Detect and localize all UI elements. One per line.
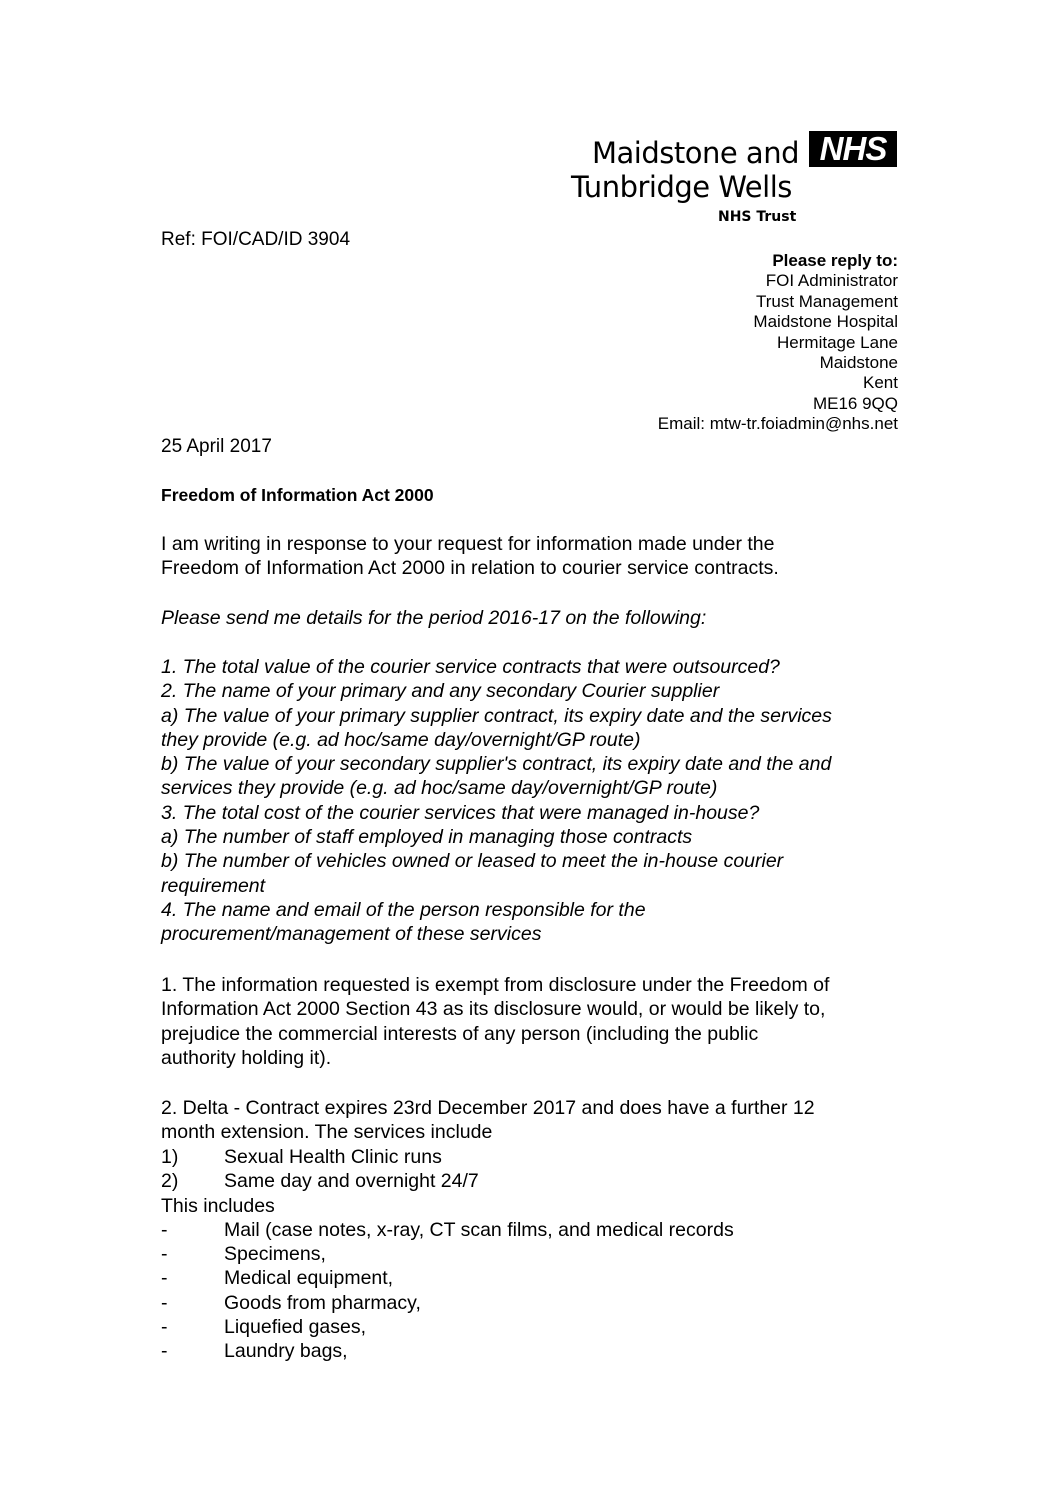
answer-2-paragraph (161, 1096, 921, 1145)
question-line: a) The number of staff employed in managing those contracts (161, 826, 693, 849)
list-marker: - (161, 1316, 168, 1339)
question-line: b) The number of vehicles owned or leased to meet the in-house courier (161, 850, 784, 873)
list-marker: - (161, 1291, 168, 1314)
question-line: b) The value of your secondary supplier's contract, its expiry date and the and (161, 753, 832, 776)
answer-1-paragraph (161, 973, 921, 1070)
paragraph-line: authority holding it). (161, 1046, 332, 1069)
logo-line-1: Maidstone and (592, 136, 799, 170)
intro-paragraph (161, 532, 921, 581)
list-item-text: Same day and overnight 24/7 (224, 1170, 479, 1193)
list-item (161, 1169, 921, 1193)
address-line: FOI Administrator (765, 271, 898, 291)
letter-title: Freedom of Information Act 2000 (161, 485, 434, 505)
list-marker: - (161, 1267, 168, 1290)
includes-label-row (161, 1194, 921, 1218)
paragraph-line: Please send me details for the period 2016-17 on the following: (161, 607, 707, 629)
address-line: Kent (863, 373, 898, 393)
paragraph-line: Freedom of Information Act 2000 in relation to courier service contracts. (161, 557, 779, 580)
letter-date: 25 April 2017 (161, 436, 272, 457)
request-questions (161, 655, 921, 947)
list-item (161, 1266, 921, 1290)
list-item (161, 1339, 921, 1363)
question-line: procurement/management of these services (161, 923, 542, 946)
list-item-text: Laundry bags, (224, 1340, 348, 1363)
question-line: requirement (161, 874, 266, 897)
services-list (161, 1145, 921, 1364)
list-marker: - (161, 1218, 168, 1241)
paragraph-line: 1. The information requested is exempt from disclosure under the Freedom of (161, 974, 830, 996)
address-line: ME16 9QQ (812, 393, 898, 413)
list-item (161, 1291, 921, 1315)
email-line: Email: mtw-tr.foiadmin@nhs.net (657, 414, 898, 434)
logo-subtitle: NHS Trust (718, 209, 797, 225)
nhs-logo-badge: NHS (809, 131, 897, 167)
paragraph-line: prejudice the commercial interests of any person (including the public (161, 1022, 759, 1045)
list-marker: - (161, 1243, 168, 1266)
paragraph-line: Information Act 2000 Section 43 as its disclosure would, or would be likely to, (161, 998, 826, 1021)
list-item-text: Medical equipment, (224, 1267, 394, 1290)
question-line: they provide (e.g. ad hoc/same day/overnight/GP route) (161, 728, 641, 751)
question-line: 4. The name and email of the person responsible for the (161, 898, 646, 921)
list-item (161, 1315, 921, 1339)
paragraph-line: I am writing in response to your request for information made under the (161, 533, 775, 555)
address-line: Trust Management (755, 291, 898, 311)
reply-to-address (658, 251, 898, 435)
request-heading (161, 606, 921, 630)
list-item-text: Goods from pharmacy, (224, 1291, 421, 1314)
list-item (161, 1242, 921, 1266)
list-marker: - (161, 1340, 168, 1363)
question-line: 2. The name of your primary and any secondary Courier supplier (161, 680, 720, 703)
paragraph-line: month extension. The services include (161, 1121, 493, 1144)
question-line: services they provide (e.g. ad hoc/same day/overnight/GP route) (161, 777, 718, 800)
question-line: 1. The total value of the courier service contracts that were outsourced? (161, 656, 780, 678)
address-line: Maidstone (819, 353, 898, 373)
list-item-text: Sexual Health Clinic runs (224, 1146, 442, 1168)
address-line: Hermitage Lane (777, 332, 898, 352)
list-item (161, 1218, 921, 1242)
paragraph-line: 2. Delta - Contract expires 23rd December 2017 and does have a further 12 (161, 1097, 815, 1119)
list-item-text: Specimens, (224, 1243, 326, 1266)
list-marker: 1) (161, 1146, 179, 1168)
question-line: 3. The total cost of the courier services that were managed in-house? (161, 801, 760, 824)
reference-number: Ref: FOI/CAD/ID 3904 (161, 229, 351, 250)
list-item-text: Mail (case notes, x-ray, CT scan films, and medical records (224, 1218, 734, 1241)
list-item-text: Liquefied gases, (224, 1316, 367, 1339)
question-line: a) The value of your primary supplier contract, its expiry date and the services (161, 704, 832, 727)
list-item (161, 1145, 921, 1169)
reply-to-heading: Please reply to: (772, 251, 898, 270)
logo-line-2: Tunbridge Wells (571, 170, 792, 204)
list-marker: 2) (161, 1170, 179, 1193)
address-line: Maidstone Hospital (753, 312, 898, 332)
includes-label: This includes (161, 1194, 275, 1217)
